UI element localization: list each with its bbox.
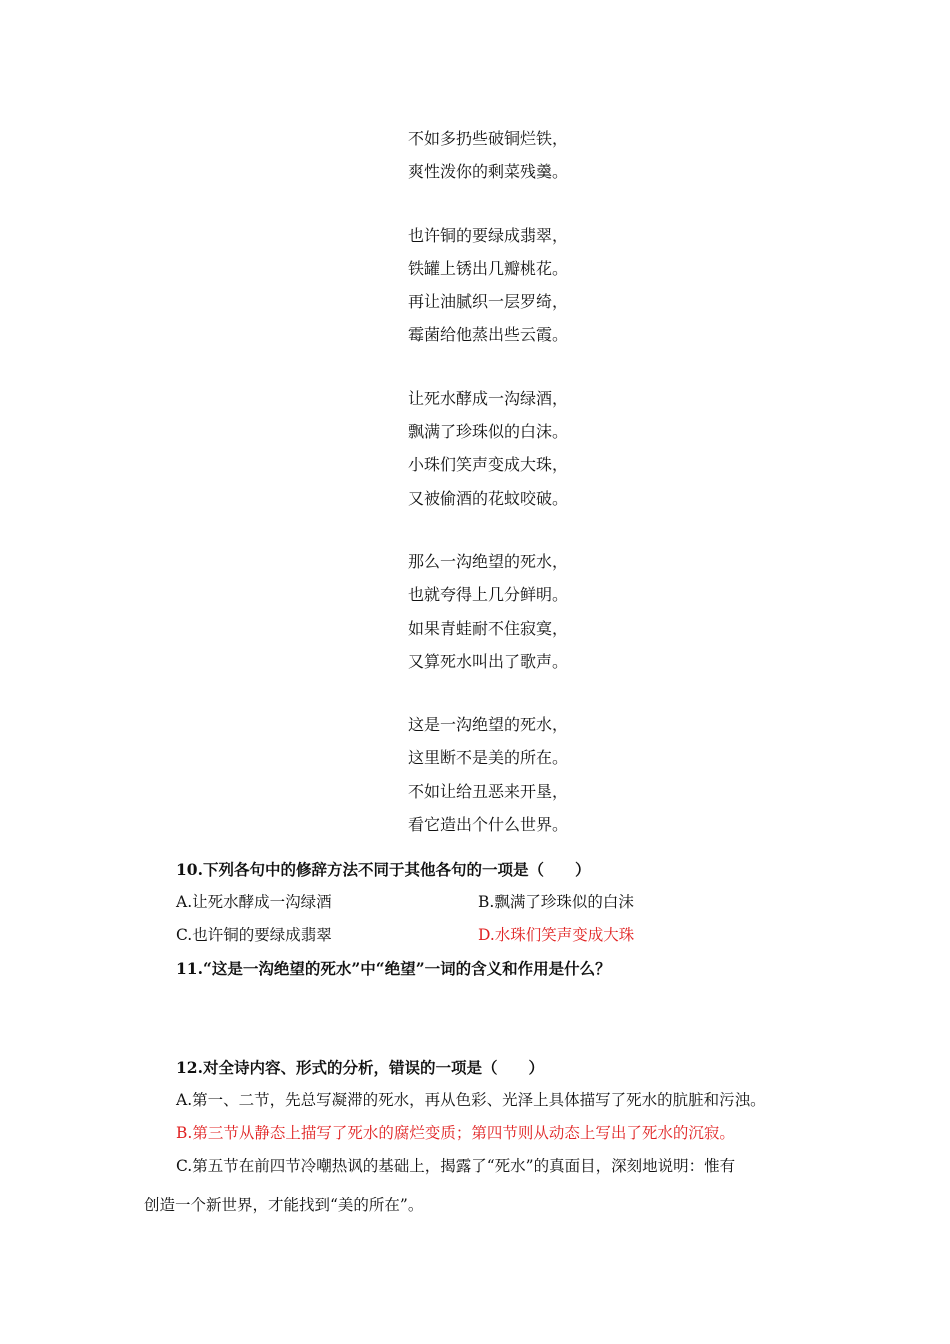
question-12-option-a: A.第一、二节，先总写凝滞的死水，再从色彩、光泽上具体描写了死水的肮脏和污浊。 — [176, 1091, 766, 1109]
question-10 — [176, 853, 836, 985]
poem-stanza-4 — [408, 545, 708, 678]
poem-line: 小珠们笑声变成大珠， — [408, 455, 569, 475]
question-12-option-c-continued: 创造一个新世界，才能找到“美的所在”。 — [144, 1196, 424, 1214]
poem-line: 爽性泼你的剩菜残羹。 — [408, 162, 569, 182]
option-a: A.让死水酵成一沟绿酒 — [176, 893, 332, 911]
poem-line: 不如让给丑恶来开垦， — [408, 781, 569, 801]
question-12-option-b-answer: B.第三节从静态上描写了死水的腐烂变质；第四节则从动态上写出了死水的沉寂。 — [176, 1124, 735, 1142]
question-11-title: 11.“这是一沟绝望的死水”中“绝望”一词的含义和作用是什么？ — [176, 959, 611, 978]
question-12-option-c: C.第五节在前四节冷嘲热讽的基础上，揭露了“死水”的真面目，深刻地说明：惟有 — [176, 1157, 736, 1175]
poem-line: 那么一沟绝望的死水， — [408, 551, 569, 571]
poem-line: 看它造出个什么世界。 — [408, 815, 569, 835]
question-10-options-row-2 — [176, 919, 836, 952]
option-b: B.飘满了珍珠似的白沫 — [478, 893, 634, 911]
poem — [408, 122, 708, 841]
poem-stanza-2 — [408, 219, 708, 352]
poem-line: 这是一沟绝望的死水， — [408, 715, 569, 735]
poem-line: 让死水酵成一沟绿酒， — [408, 388, 569, 408]
poem-line: 又被偷酒的花蚊咬破。 — [408, 488, 569, 508]
option-d-answer: D.水珠们笑声变成大珠 — [478, 926, 635, 944]
poem-line: 霉菌给他蒸出些云霞。 — [408, 325, 569, 345]
poem-line: 不如多扔些破铜烂铁， — [408, 129, 569, 148]
poem-line: 如果青蛙耐不住寂寞， — [408, 618, 569, 638]
question-12-title: 12.对全诗内容、形式的分析，错误的一项是（ ） — [176, 1058, 544, 1077]
poem-line: 飘满了珍珠似的白沫。 — [408, 422, 569, 442]
question-10-options-row-1 — [176, 886, 836, 919]
poem-line: 又算死水叫出了歌声。 — [408, 651, 569, 671]
poem-stanza-1 — [408, 122, 708, 189]
question-10-title: 10.下列各句中的修辞方法不同于其他各句的一项是（ ） — [176, 860, 591, 879]
poem-line: 也许铜的要绿成翡翠， — [408, 225, 569, 245]
poem-line: 再让油腻织一层罗绮， — [408, 292, 569, 312]
question-12 — [176, 1051, 836, 1183]
poem-line: 这里断不是美的所在。 — [408, 748, 569, 768]
poem-stanza-3 — [408, 382, 708, 515]
poem-stanza-5 — [408, 708, 708, 841]
option-c: C.也许铜的要绿成翡翠 — [176, 926, 332, 944]
poem-line: 也就夸得上几分鲜明。 — [408, 585, 569, 605]
poem-line: 铁罐上锈出几瓣桃花。 — [408, 258, 569, 278]
